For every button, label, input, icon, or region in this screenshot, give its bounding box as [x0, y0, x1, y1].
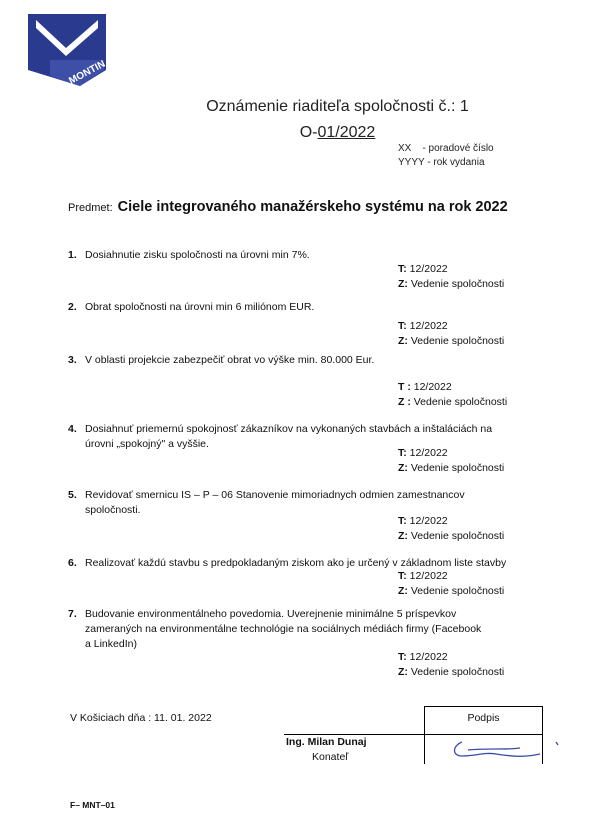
goal-number: 7. — [68, 608, 77, 620]
responsible-label: Z : — [398, 396, 411, 408]
term-label: T: — [398, 447, 407, 459]
term-label: T: — [398, 515, 407, 527]
term-label: T: — [398, 570, 407, 582]
signer-role: Konateľ — [312, 751, 349, 763]
company-logo — [20, 10, 112, 90]
goal-number: 6. — [68, 557, 77, 569]
goal-meta — [398, 380, 507, 410]
document-number-prefix: O- — [299, 124, 318, 141]
responsible-value: Vedenie spoločnosti — [410, 462, 505, 474]
document-title: Oznámenie riaditeľa spoločnosti č.: 1 — [206, 98, 469, 115]
responsible-value: Vedenie spoločnosti — [410, 335, 505, 347]
responsible-value: Vedenie spoločnosti — [410, 666, 505, 678]
term-value: 12/2022 — [409, 447, 448, 459]
responsible-label: Z: — [398, 335, 408, 347]
handwritten-signature — [448, 736, 568, 766]
subject — [68, 198, 508, 216]
goal-text: V oblasti projekcie zabezpečiť obrat vo výške min. 80.000 Eur. — [85, 354, 375, 366]
term-label: T: — [398, 320, 407, 332]
goal-meta — [398, 319, 504, 349]
term-value: 12/2022 — [413, 381, 452, 393]
responsible-label: Z: — [398, 462, 408, 474]
responsible-value: Vedenie spoločnosti — [413, 396, 508, 408]
term-label: T: — [398, 651, 407, 663]
goal-text-cont: úrovni „spokojný" a vyššie. — [85, 438, 209, 450]
goal-text: Revidovať smernicu IS – P – 06 Stanovenie mimoriadnych odmien zamestnancov — [85, 489, 465, 501]
signature-divider — [284, 734, 543, 735]
goal-meta — [398, 514, 504, 544]
term-value: 12/2022 — [409, 263, 448, 275]
goal-text: Realizovať každú stavbu s predpokladaným ziskom ako je určený v základnom liste stavby — [85, 557, 507, 569]
responsible-label: Z: — [398, 585, 408, 597]
goal-meta — [398, 569, 504, 599]
responsible-value: Vedenie spoločnosti — [410, 278, 505, 290]
term-value: 12/2022 — [409, 515, 448, 527]
goal-item — [68, 353, 548, 368]
place-date: V Košiciach dňa : 11. 01. 2022 — [70, 712, 212, 724]
goal-text: Obrat spoločnosti na úrovni min 6 miliónom EUR. — [85, 301, 315, 313]
goal-item — [68, 300, 548, 315]
goal-meta — [398, 262, 504, 292]
goal-item — [68, 248, 548, 263]
goal-text-cont: a LinkedIn) — [85, 638, 137, 650]
goal-item — [68, 607, 548, 652]
term-label: T: — [398, 263, 407, 275]
signer-name: Ing. Milan Dunaj — [286, 736, 367, 748]
signature-header: Podpis — [467, 712, 500, 724]
goal-number: 2. — [68, 301, 77, 313]
term-value: 12/2022 — [409, 320, 448, 332]
goal-text-cont: zameraných na environmentálne technológie na sociálnych médiách firmy (Facebook — [85, 623, 482, 635]
term-value: 12/2022 — [409, 651, 448, 663]
responsible-value: Vedenie spoločnosti — [410, 530, 505, 542]
goal-meta — [398, 446, 504, 476]
legend-line-1: XX - poradové číslo — [398, 143, 494, 154]
term-value: 12/2022 — [409, 570, 448, 582]
legend-line-2: YYYY - rok vydania — [398, 157, 485, 168]
goal-number: 3. — [68, 354, 77, 366]
goal-number: 4. — [68, 423, 77, 435]
goal-number: 5. — [68, 489, 77, 501]
goal-text: Dosiahnutie zisku spoločnosti na úrovni min 7%. — [85, 249, 310, 261]
goal-text-cont: spoločnosti. — [85, 504, 141, 516]
form-code: F– MNT–01 — [70, 800, 115, 810]
document-number — [42, 124, 591, 142]
goal-number: 1. — [68, 249, 77, 261]
goal-meta — [398, 650, 504, 680]
logo-text: MONTIN — [67, 58, 108, 87]
term-label: T : — [398, 381, 411, 393]
subject-label: Predmet: — [68, 202, 113, 214]
responsible-label: Z: — [398, 666, 408, 678]
goal-text: Budovanie environmentálneho povedomia. Uverejnenie minimálne 5 príspevkov — [85, 608, 457, 620]
responsible-value: Vedenie spoločnosti — [410, 585, 505, 597]
responsible-label: Z: — [398, 530, 408, 542]
goal-text: Dosiahnuť priemernú spokojnosť zákazníkov na vykonaných stavbách a inštaláciách na — [85, 423, 493, 435]
subject-text: Ciele integrovaného manažérskeho systému na rok 2022 — [117, 199, 508, 215]
document-number-value: 01/2022 — [317, 124, 376, 141]
signature-column-divider — [424, 734, 425, 764]
responsible-label: Z: — [398, 278, 408, 290]
